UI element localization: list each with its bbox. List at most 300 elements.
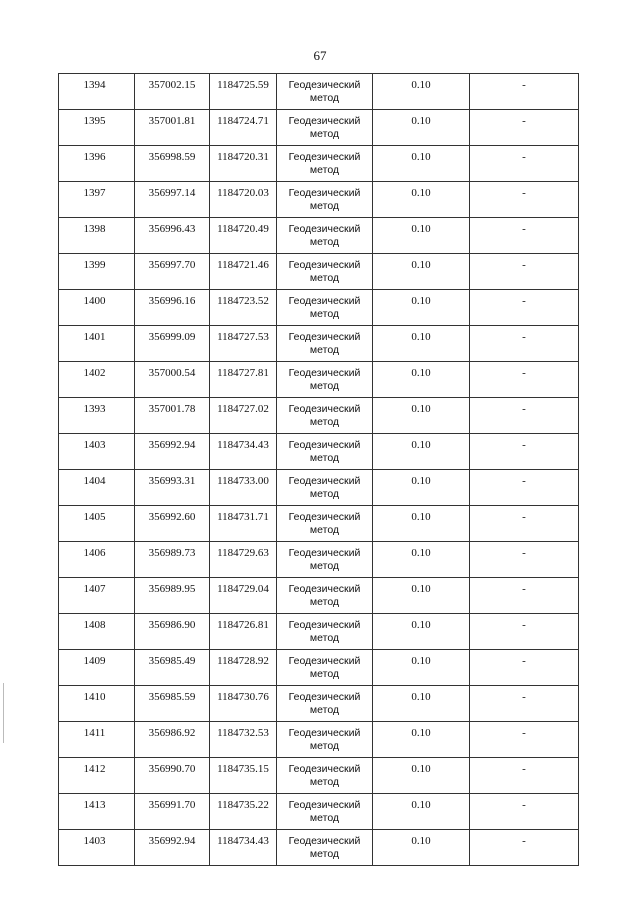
x-coordinate-text: 357000.54 [148, 367, 196, 379]
method-cell [277, 650, 373, 686]
method-line: метод [309, 488, 340, 500]
method-cell [277, 614, 373, 650]
accuracy-cell [373, 722, 470, 758]
note-text: - [522, 259, 526, 271]
accuracy-cell [373, 650, 470, 686]
x-coordinate-text: 356997.14 [148, 187, 196, 199]
point-number-text: 1406 [83, 547, 106, 559]
accuracy-text: 0.10 [411, 511, 431, 523]
accuracy-text: 0.10 [411, 331, 431, 343]
point-number-text: 1397 [83, 187, 106, 199]
note-text: - [522, 403, 526, 415]
point-number-cell [59, 362, 135, 398]
accuracy-cell [373, 290, 470, 326]
method-cell [277, 218, 373, 254]
note-cell [470, 578, 579, 614]
point-number-cell [59, 470, 135, 506]
y-coordinate-cell [210, 578, 277, 614]
accuracy-text: 0.10 [411, 79, 431, 91]
y-coordinate-text: 1184720.49 [217, 223, 269, 235]
method-cell [277, 578, 373, 614]
y-coordinate-cell [210, 146, 277, 182]
x-coordinate-text: 356986.92 [148, 727, 196, 739]
y-coordinate-cell [210, 434, 277, 470]
x-coordinate-cell [135, 434, 210, 470]
x-coordinate-text: 356997.70 [148, 259, 196, 271]
x-coordinate-cell [135, 758, 210, 794]
accuracy-cell [373, 74, 470, 110]
x-coordinate-cell [135, 146, 210, 182]
method-line: метод [309, 128, 340, 140]
method-cell [277, 146, 373, 182]
point-number-text: 1399 [83, 259, 106, 271]
point-number-cell [59, 578, 135, 614]
table-row [59, 182, 579, 218]
y-coordinate-text: 1184721.46 [217, 259, 269, 271]
note-cell [470, 434, 579, 470]
note-text: - [522, 295, 526, 307]
method-line: Геодезический [288, 115, 361, 127]
point-number-text: 1410 [83, 691, 106, 703]
method-line: метод [309, 776, 340, 788]
x-coordinate-text: 357001.78 [148, 403, 196, 415]
note-cell [470, 506, 579, 542]
table-row [59, 506, 579, 542]
method-line: метод [309, 596, 340, 608]
point-number-cell [59, 254, 135, 290]
accuracy-cell [373, 506, 470, 542]
page-number: 67 [313, 48, 327, 63]
point-number-text: 1412 [83, 763, 106, 775]
note-text: - [522, 439, 526, 451]
accuracy-text: 0.10 [411, 295, 431, 307]
table-row [59, 794, 579, 830]
method-cell [277, 110, 373, 146]
y-coordinate-text: 1184734.43 [217, 835, 269, 847]
accuracy-cell [373, 110, 470, 146]
accuracy-text: 0.10 [411, 547, 431, 559]
note-text: - [522, 691, 526, 703]
accuracy-text: 0.10 [411, 223, 431, 235]
method-line: Геодезический [288, 259, 361, 271]
x-coordinate-text: 357001.81 [148, 115, 196, 127]
x-coordinate-text: 356998.59 [148, 151, 196, 163]
y-coordinate-cell [210, 830, 277, 866]
table-row [59, 614, 579, 650]
accuracy-cell [373, 254, 470, 290]
point-number-text: 1409 [83, 655, 106, 667]
accuracy-text: 0.10 [411, 187, 431, 199]
y-coordinate-cell [210, 326, 277, 362]
note-cell [470, 794, 579, 830]
method-line: метод [309, 308, 340, 320]
point-number-cell [59, 434, 135, 470]
accuracy-text: 0.10 [411, 655, 431, 667]
point-number-text: 1402 [83, 367, 106, 379]
y-coordinate-cell [210, 218, 277, 254]
method-line: Геодезический [288, 403, 361, 415]
point-number-text: 1400 [83, 295, 106, 307]
accuracy-text: 0.10 [411, 403, 431, 415]
point-number-cell [59, 794, 135, 830]
table-row [59, 542, 579, 578]
method-line: Геодезический [288, 619, 361, 631]
y-coordinate-cell [210, 398, 277, 434]
method-line: Геодезический [288, 475, 361, 487]
x-coordinate-cell [135, 722, 210, 758]
y-coordinate-cell [210, 254, 277, 290]
x-coordinate-text: 356985.59 [148, 691, 196, 703]
method-line: метод [309, 560, 340, 572]
scan-margin-mark [3, 683, 4, 743]
method-line: Геодезический [288, 835, 361, 847]
accuracy-text: 0.10 [411, 727, 431, 739]
y-coordinate-text: 1184727.53 [217, 331, 269, 343]
method-line: Геодезический [288, 223, 361, 235]
y-coordinate-text: 1184723.52 [217, 295, 269, 307]
method-line: Геодезический [288, 799, 361, 811]
point-number-cell [59, 290, 135, 326]
table-row [59, 74, 579, 110]
x-coordinate-text: 356993.31 [148, 475, 196, 487]
point-number-cell [59, 398, 135, 434]
point-number-text: 1393 [83, 403, 106, 415]
accuracy-text: 0.10 [411, 583, 431, 595]
point-number-cell [59, 722, 135, 758]
point-number-cell [59, 146, 135, 182]
x-coordinate-text: 356999.09 [148, 331, 196, 343]
method-line: Геодезический [288, 763, 361, 775]
point-number-text: 1403 [83, 439, 106, 451]
accuracy-text: 0.10 [411, 439, 431, 451]
x-coordinate-text: 356986.90 [148, 619, 196, 631]
accuracy-text: 0.10 [411, 151, 431, 163]
note-cell [470, 362, 579, 398]
table-body [59, 74, 579, 866]
accuracy-cell [373, 434, 470, 470]
table-row [59, 290, 579, 326]
method-line: метод [309, 668, 340, 680]
method-line: Геодезический [288, 79, 361, 91]
point-number-text: 1404 [83, 475, 106, 487]
method-line: Геодезический [288, 331, 361, 343]
note-text: - [522, 187, 526, 199]
method-cell [277, 434, 373, 470]
method-line: метод [309, 812, 340, 824]
x-coordinate-cell [135, 830, 210, 866]
x-coordinate-text: 356992.60 [148, 511, 196, 523]
point-number-text: 1411 [83, 727, 106, 739]
note-text: - [522, 547, 526, 559]
accuracy-cell [373, 398, 470, 434]
y-coordinate-text: 1184729.04 [217, 583, 269, 595]
y-coordinate-cell [210, 722, 277, 758]
method-cell [277, 722, 373, 758]
method-cell [277, 830, 373, 866]
point-number-text: 1394 [83, 79, 106, 91]
accuracy-cell [373, 614, 470, 650]
x-coordinate-cell [135, 686, 210, 722]
method-cell [277, 542, 373, 578]
table-row [59, 362, 579, 398]
method-line: метод [309, 848, 340, 860]
table-row [59, 326, 579, 362]
accuracy-cell [373, 470, 470, 506]
accuracy-text: 0.10 [411, 763, 431, 775]
table-row [59, 686, 579, 722]
x-coordinate-text: 356989.95 [148, 583, 196, 595]
y-coordinate-cell [210, 542, 277, 578]
accuracy-cell [373, 830, 470, 866]
note-cell [470, 542, 579, 578]
point-number-cell [59, 182, 135, 218]
accuracy-text: 0.10 [411, 691, 431, 703]
table-row [59, 146, 579, 182]
accuracy-cell [373, 362, 470, 398]
method-cell [277, 74, 373, 110]
y-coordinate-text: 1184735.15 [217, 763, 269, 775]
note-cell [470, 218, 579, 254]
accuracy-text: 0.10 [411, 367, 431, 379]
method-line: метод [309, 380, 340, 392]
note-cell [470, 470, 579, 506]
method-line: метод [309, 740, 340, 752]
method-line: метод [309, 704, 340, 716]
y-coordinate-text: 1184720.31 [217, 151, 269, 163]
method-line: метод [309, 92, 340, 104]
note-text: - [522, 475, 526, 487]
y-coordinate-cell [210, 794, 277, 830]
y-coordinate-cell [210, 290, 277, 326]
point-number-cell [59, 506, 135, 542]
note-text: - [522, 727, 526, 739]
x-coordinate-cell [135, 182, 210, 218]
accuracy-cell [373, 578, 470, 614]
table-row [59, 398, 579, 434]
point-number-cell [59, 326, 135, 362]
note-text: - [522, 583, 526, 595]
y-coordinate-cell [210, 506, 277, 542]
note-text: - [522, 799, 526, 811]
method-cell [277, 182, 373, 218]
x-coordinate-text: 356992.94 [148, 835, 196, 847]
note-text: - [522, 835, 526, 847]
point-number-text: 1395 [83, 115, 106, 127]
x-coordinate-text: 356992.94 [148, 439, 196, 451]
y-coordinate-cell [210, 470, 277, 506]
y-coordinate-text: 1184724.71 [217, 115, 269, 127]
y-coordinate-cell [210, 74, 277, 110]
method-line: метод [309, 344, 340, 356]
method-line: Геодезический [288, 367, 361, 379]
y-coordinate-cell [210, 362, 277, 398]
y-coordinate-text: 1184730.76 [217, 691, 269, 703]
x-coordinate-text: 356985.49 [148, 655, 196, 667]
point-number-cell [59, 542, 135, 578]
accuracy-cell [373, 794, 470, 830]
y-coordinate-text: 1184731.71 [217, 511, 269, 523]
method-line: метод [309, 416, 340, 428]
y-coordinate-text: 1184727.02 [217, 403, 269, 415]
method-line: метод [309, 272, 340, 284]
note-cell [470, 650, 579, 686]
accuracy-text: 0.10 [411, 799, 431, 811]
table-row [59, 434, 579, 470]
point-number-text: 1405 [83, 511, 106, 523]
note-cell [470, 110, 579, 146]
y-coordinate-cell [210, 758, 277, 794]
method-cell [277, 290, 373, 326]
accuracy-text: 0.10 [411, 115, 431, 127]
method-line: Геодезический [288, 583, 361, 595]
note-cell [470, 326, 579, 362]
method-cell [277, 758, 373, 794]
y-coordinate-text: 1184729.63 [217, 547, 269, 559]
point-number-cell [59, 830, 135, 866]
note-cell [470, 74, 579, 110]
x-coordinate-text: 356990.70 [148, 763, 196, 775]
note-text: - [522, 619, 526, 631]
note-cell [470, 830, 579, 866]
note-cell [470, 182, 579, 218]
x-coordinate-text: 356989.73 [148, 547, 196, 559]
table-row [59, 650, 579, 686]
note-cell [470, 398, 579, 434]
method-line: Геодезический [288, 727, 361, 739]
method-line: Геодезический [288, 151, 361, 163]
x-coordinate-text: 357002.15 [148, 79, 196, 91]
method-cell [277, 470, 373, 506]
accuracy-cell [373, 542, 470, 578]
x-coordinate-cell [135, 578, 210, 614]
y-coordinate-text: 1184734.43 [217, 439, 269, 451]
method-cell [277, 398, 373, 434]
method-cell [277, 686, 373, 722]
x-coordinate-cell [135, 398, 210, 434]
table-row [59, 830, 579, 866]
point-number-text: 1407 [83, 583, 106, 595]
point-number-cell [59, 218, 135, 254]
method-cell [277, 506, 373, 542]
point-number-cell [59, 110, 135, 146]
y-coordinate-cell [210, 686, 277, 722]
y-coordinate-text: 1184732.53 [217, 727, 269, 739]
method-cell [277, 326, 373, 362]
method-line: метод [309, 236, 340, 248]
point-number-cell [59, 650, 135, 686]
accuracy-cell [373, 218, 470, 254]
point-number-cell [59, 614, 135, 650]
y-coordinate-cell [210, 182, 277, 218]
method-line: метод [309, 524, 340, 536]
method-line: Геодезический [288, 691, 361, 703]
point-number-text: 1403 [83, 835, 106, 847]
x-coordinate-text: 356991.70 [148, 799, 196, 811]
x-coordinate-cell [135, 326, 210, 362]
note-text: - [522, 79, 526, 91]
note-text: - [522, 223, 526, 235]
point-number-text: 1408 [83, 619, 106, 631]
method-line: Геодезический [288, 547, 361, 559]
accuracy-cell [373, 758, 470, 794]
x-coordinate-cell [135, 110, 210, 146]
accuracy-cell [373, 686, 470, 722]
accuracy-text: 0.10 [411, 475, 431, 487]
method-cell [277, 254, 373, 290]
note-text: - [522, 763, 526, 775]
x-coordinate-cell [135, 362, 210, 398]
accuracy-cell [373, 146, 470, 182]
method-line: метод [309, 200, 340, 212]
x-coordinate-cell [135, 254, 210, 290]
method-line: Геодезический [288, 511, 361, 523]
x-coordinate-cell [135, 542, 210, 578]
note-text: - [522, 511, 526, 523]
accuracy-cell [373, 182, 470, 218]
coordinates-table [58, 73, 579, 866]
note-text: - [522, 331, 526, 343]
note-text: - [522, 115, 526, 127]
y-coordinate-text: 1184725.59 [217, 79, 269, 91]
accuracy-cell [373, 326, 470, 362]
table-row [59, 110, 579, 146]
method-line: Геодезический [288, 655, 361, 667]
point-number-text: 1398 [83, 223, 106, 235]
x-coordinate-cell [135, 506, 210, 542]
x-coordinate-text: 356996.43 [148, 223, 196, 235]
x-coordinate-cell [135, 290, 210, 326]
y-coordinate-text: 1184720.03 [217, 187, 269, 199]
y-coordinate-text: 1184727.81 [217, 367, 269, 379]
note-cell [470, 758, 579, 794]
note-text: - [522, 367, 526, 379]
x-coordinate-cell [135, 614, 210, 650]
note-cell [470, 614, 579, 650]
method-line: Геодезический [288, 439, 361, 451]
x-coordinate-cell [135, 470, 210, 506]
y-coordinate-cell [210, 110, 277, 146]
note-cell [470, 686, 579, 722]
accuracy-text: 0.10 [411, 259, 431, 271]
accuracy-text: 0.10 [411, 835, 431, 847]
x-coordinate-text: 356996.16 [148, 295, 196, 307]
y-coordinate-text: 1184726.81 [217, 619, 269, 631]
x-coordinate-cell [135, 74, 210, 110]
method-line: Геодезический [288, 187, 361, 199]
table-row [59, 758, 579, 794]
y-coordinate-cell [210, 650, 277, 686]
y-coordinate-text: 1184728.92 [217, 655, 269, 667]
point-number-text: 1413 [83, 799, 106, 811]
table-row [59, 218, 579, 254]
y-coordinate-text: 1184733.00 [217, 475, 269, 487]
accuracy-text: 0.10 [411, 619, 431, 631]
table-row [59, 470, 579, 506]
x-coordinate-cell [135, 218, 210, 254]
x-coordinate-cell [135, 794, 210, 830]
point-number-cell [59, 686, 135, 722]
method-line: метод [309, 452, 340, 464]
point-number-text: 1396 [83, 151, 106, 163]
x-coordinate-cell [135, 650, 210, 686]
method-line: метод [309, 632, 340, 644]
point-number-cell [59, 758, 135, 794]
method-cell [277, 794, 373, 830]
note-cell [470, 722, 579, 758]
method-line: метод [309, 164, 340, 176]
table-row [59, 254, 579, 290]
point-number-text: 1401 [83, 331, 106, 343]
